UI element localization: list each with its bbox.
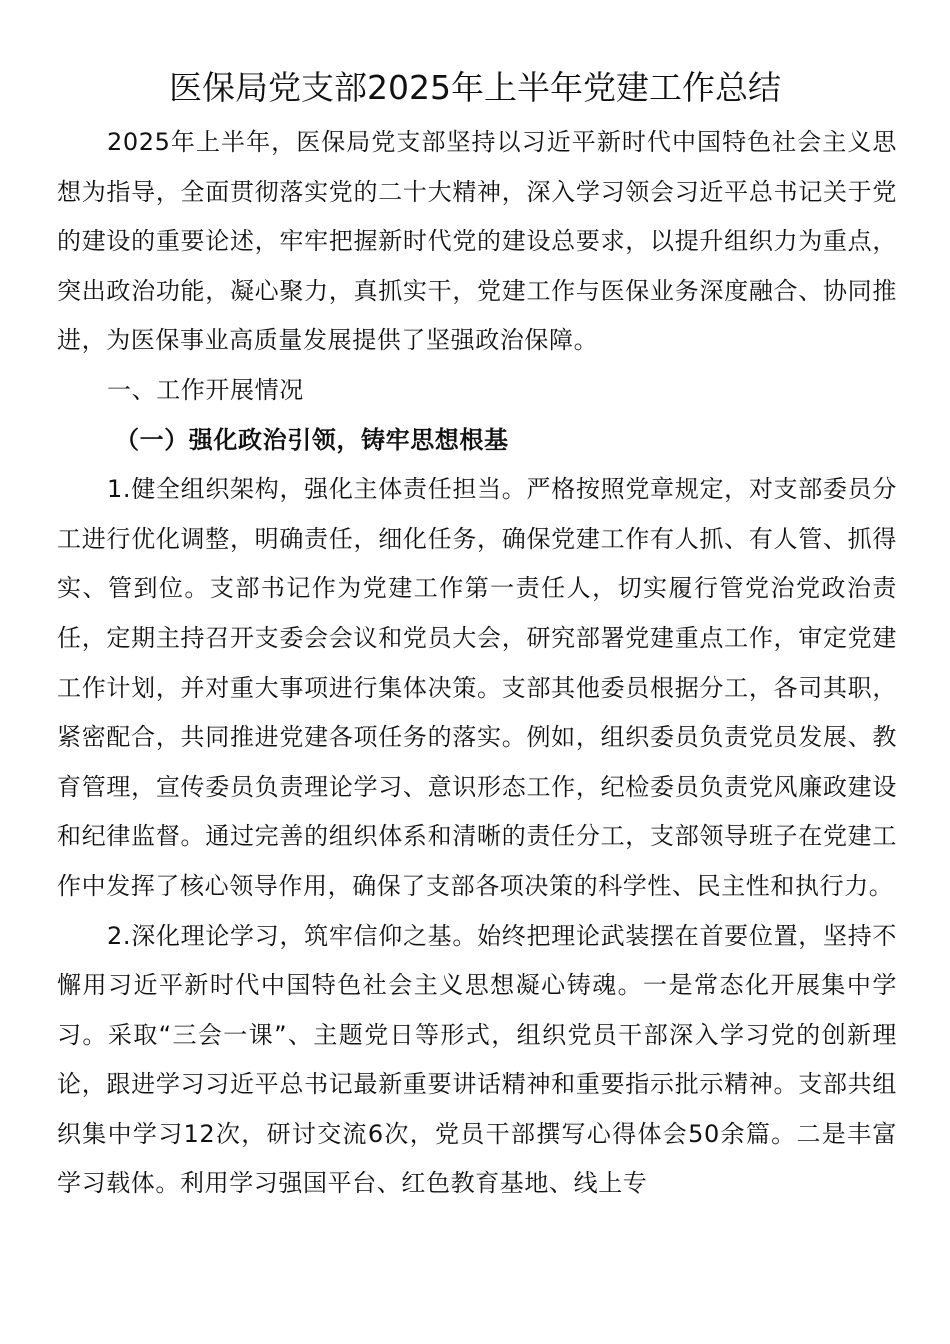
document-title: 医保局党支部2025年上半年党建工作总结: [169, 68, 781, 107]
item-paragraph-1: 1.健全组织架构，强化主体责任担当。严格按照党章规定，对支部委员分工进行优化调整，明确责任，细化任务，确保党建工作有人抓、有人管、抓得实、管到位。支部书记作为党建工作第一责任人，切实履行管党治党政治责任，定期主持召开支委会会议和党员大会，研究部署党建重点工作，审定党建工作计划，并对重大事项进行集体决策。支部其他委员根据分工，各司其职，紧密配合，共同推进党建各项任务的落实。例如，组织委员负责党员发展、教育管理，宣传委员负责理论学习、意识形态工作，纪检委员负责党风廉政建设和纪律监督。通过完善的组织体系和清晰的责任分工，支部领导班子在党建工作中发挥了核心领导作用，确保了支部各项决策的科学性、民主性和执行力。: [57, 475, 897, 900]
item-paragraph-2: 2.深化理论学习，筑牢信仰之基。始终把理论武装摆在首要位置，坚持不懈用习近平新时代中国特色社会主义思想凝心铸魂。一是常态化开展集中学习。采取“三会一课”、主题党日等形式，组织党员干部深入学习党的创新理论，跟进学习习近平总书记最新重要讲话精神和重要指示批示精神。支部共组织集中学习12次，研讨交流6次，党员干部撰写心得体会50余篇。二是丰富学习载体。利用学习强国平台、红色教育基地、线上专: [57, 921, 897, 1198]
section-heading: 一、工作开展情况: [107, 375, 304, 404]
subsection-heading: （一）强化政治引领，铸牢思想根基: [115, 425, 509, 454]
document-body: [57, 118, 897, 1209]
intro-paragraph: 2025年上半年，医保局党支部坚持以习近平新时代中国特色社会主义思想为指导，全面贯彻落实党的二十大精神，深入学习领会习近平总书记关于党的建设的重要论述，牢牢把握新时代党的建设总要求，以提升组织力为重点，突出政治功能，凝心聚力，真抓实干，党建工作与医保业务深度融合、协同推进，为医保事业高质量发展提供了坚强政治保障。: [57, 128, 897, 355]
